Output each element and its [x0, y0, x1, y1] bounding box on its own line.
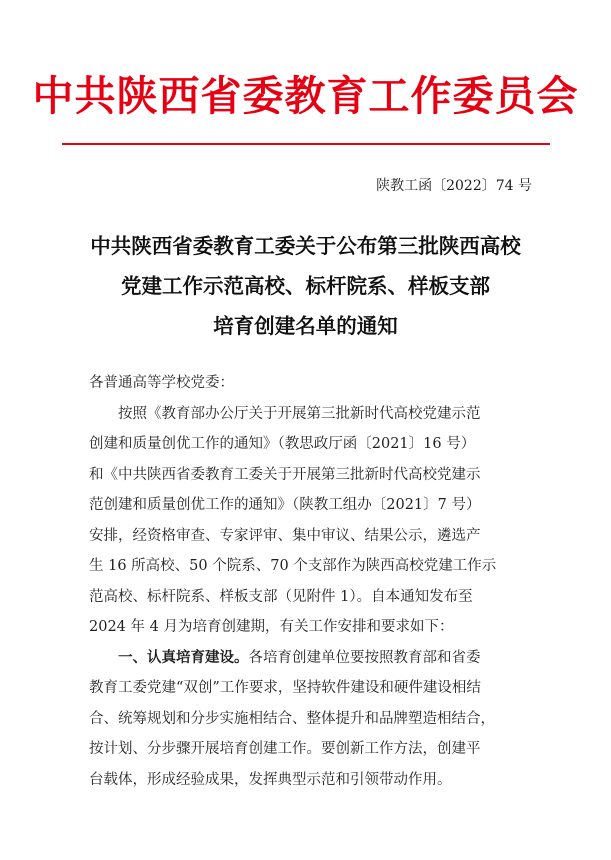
- paragraph-1-line: 和《中共陕西省委教育工委关于开展第三批新时代高校党建示: [89, 466, 481, 483]
- document-number: 陕教工函〔2022〕74 号: [376, 178, 532, 194]
- document-title: [0, 226, 611, 346]
- section-1-line: 台载体，形成经验成果，发挥典型示范和引领带动作用。: [89, 771, 452, 788]
- section-1-line: 按计划、分步骤开展培育创建工作。要创新工作方法，创建平: [89, 741, 481, 757]
- section-1-first-text: 各培育创建单位要按照教育部和省委: [248, 649, 481, 666]
- section-1-line: 教育工委党建“双创”工作要求，坚持软件建设和硬件建设相结: [89, 680, 481, 696]
- salutation: 各普通高等学校党委：: [89, 375, 234, 391]
- paragraph-1-line: 按照《教育部办公厅关于开展第三批新时代高校党建示范: [118, 405, 481, 422]
- section-1-first-line: [89, 643, 529, 674]
- document-body: [89, 368, 529, 795]
- paragraph-1-line: 安排，经资格审查、专家评审、集中审议、结果公示，遴选产: [89, 527, 481, 544]
- letterhead-org-name: 中共陕西省委教育工作委员会: [32, 72, 579, 120]
- paragraph-1-line: 范高校、标杆院系、样板支部（见附件 1）。自本通知发布至: [89, 588, 473, 605]
- paragraph-1-line: 2024 年 4 月为培育创建期，有关工作安排和要求如下：: [89, 619, 454, 635]
- title-line-3: 培育创建名单的通知: [213, 314, 398, 338]
- section-1-heading: 一、认真培育建设。: [118, 649, 249, 666]
- section-1-line: 合、统筹规划和分步实施相结合、整体提升和品牌塑造相结合，: [89, 710, 495, 727]
- title-line-1: 中共陕西省委教育工委关于公布第三批陕西高校: [90, 234, 521, 258]
- paragraph-1-line: 生 16 所高校、50 个院系、70 个支部作为陕西高校党建工作示: [89, 558, 497, 574]
- letterhead-red-rule: [62, 143, 550, 145]
- paragraph-1-line: 创建和质量创优工作的通知》（教思政厅函〔2021〕16 号）: [89, 436, 476, 452]
- title-line-2: 党建工作示范高校、标杆院系、样板支部: [121, 274, 490, 298]
- paragraph-1-line: 范创建和质量创优工作的通知》（陕教工组办〔2021〕7 号）: [89, 497, 481, 513]
